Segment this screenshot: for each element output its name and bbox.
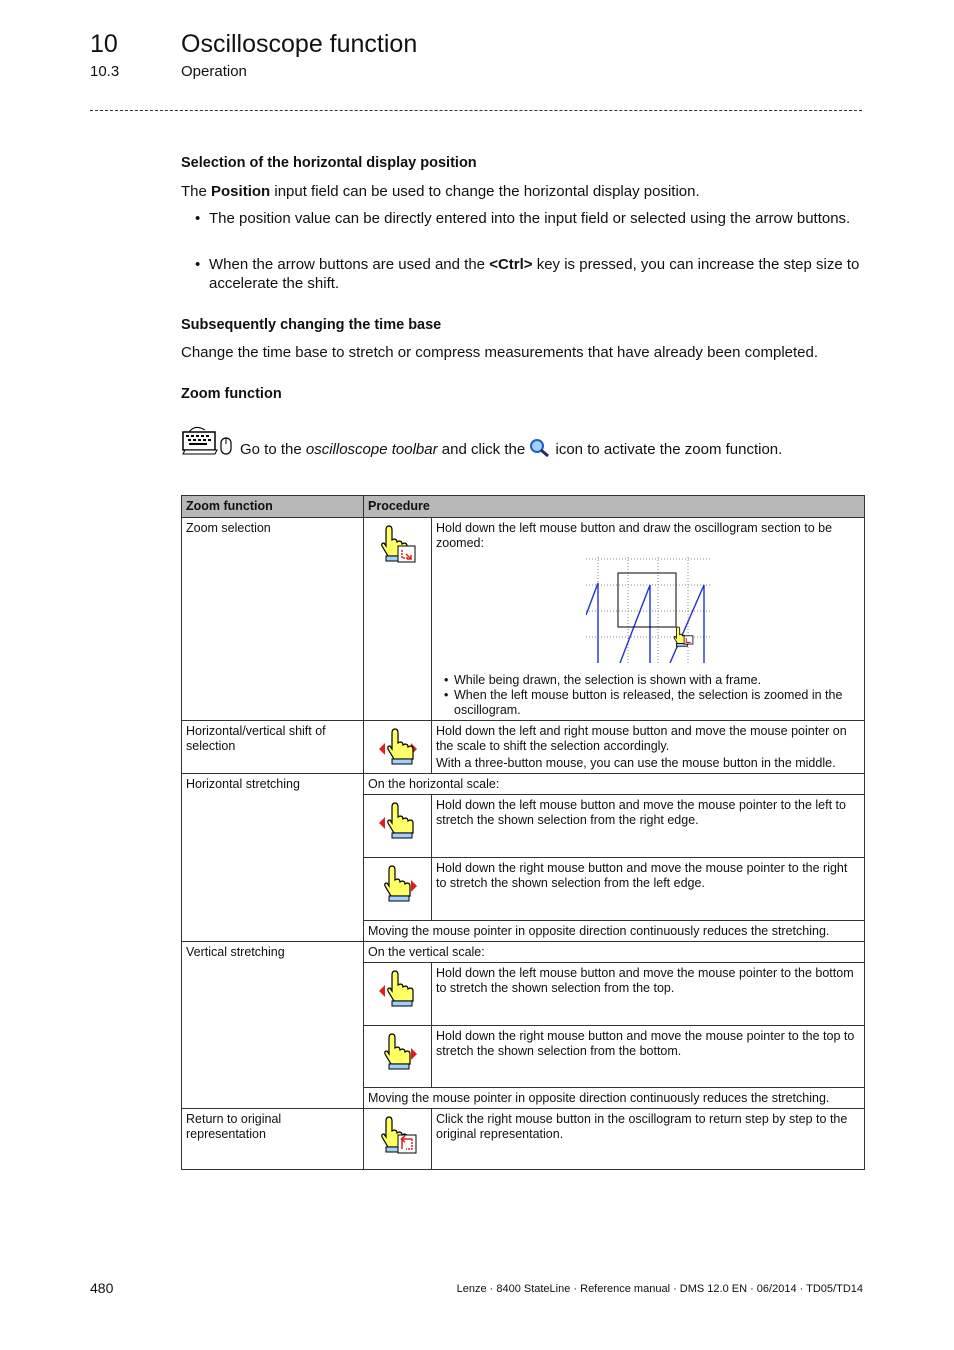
shift-cursor-icon xyxy=(364,721,432,774)
row-shift-procedure: Hold down the left and right mouse button and move the mouse pointer on the scale to shift the selection accordingly. With a three-button mouse, you can use the mouse button in the middle. xyxy=(432,721,865,774)
stretch-up-cursor-icon xyxy=(364,1026,432,1088)
horizontal-stretch-left-text: Hold down the left mouse button and move the mouse pointer to the left to stretch the shown selection from the right edge. xyxy=(432,795,865,858)
stretch-left-cursor-icon xyxy=(364,795,432,858)
table-row xyxy=(182,721,865,774)
zoom-function-table xyxy=(181,495,865,1170)
zoom-selection-cursor-icon xyxy=(364,518,432,721)
table-row xyxy=(182,942,865,963)
zoom-selection-oscillogram xyxy=(436,551,860,673)
list-item: • When the left mouse button is released, the selection is zoomed in the oscillogram. xyxy=(454,688,860,718)
keyboard-mouse-icon xyxy=(181,424,235,461)
vertical-stretch-note: Moving the mouse pointer in opposite direction continuously reduces the stretching. xyxy=(364,1088,865,1109)
heading-horizontal-position: Selection of the horizontal display position xyxy=(181,155,477,171)
chapter-number: 10 xyxy=(90,30,118,58)
row-return-procedure: Click the right mouse button in the oscillogram to return step by step to the original representation. xyxy=(432,1109,865,1170)
row-horizontal-stretch-name: Horizontal stretching xyxy=(182,774,364,942)
row-return-name: Return to original representation xyxy=(182,1109,364,1170)
horizontal-stretch-note: Moving the mouse pointer in opposite direction continuously reduces the stretching. xyxy=(364,921,865,942)
col-header-zoom-function: Zoom function xyxy=(182,496,364,518)
horizontal-stretch-right-text: Hold down the right mouse button and move the mouse pointer to the right to stretch the shown selection from the left edge. xyxy=(432,858,865,921)
zoom-instruction: Go to the oscilloscope toolbar and click the icon to activate the zoom function. xyxy=(240,438,920,462)
table-header-row xyxy=(182,496,865,518)
col-header-procedure: Procedure xyxy=(364,496,865,518)
row-vertical-stretch-name: Vertical stretching xyxy=(182,942,364,1109)
return-cursor-icon xyxy=(364,1109,432,1170)
table-row xyxy=(182,518,865,721)
footer-doc-info: Lenze · 8400 StateLine · Reference manual · DMS 12.0 EN · 06/2014 · TD05/TD14 xyxy=(456,1283,863,1295)
table-row xyxy=(182,774,865,795)
table-row xyxy=(182,1109,865,1170)
horizontal-scale-label: On the horizontal scale: xyxy=(364,774,865,795)
horizontal-position-bullet-1: • The position value can be directly entered into the input field or selected using the arrow buttons. xyxy=(195,209,874,228)
chapter-title: Oscilloscope function xyxy=(181,30,418,58)
horizontal-position-bullet-2: • When the arrow buttons are used and the <Ctrl> key is pressed, you can increase the step size to accelerate the shift. xyxy=(195,255,874,293)
heading-zoom: Zoom function xyxy=(181,386,282,402)
list-item: • While being drawn, the selection is shown with a frame. xyxy=(454,673,860,688)
time-base-text: Change the time base to stretch or compress measurements that have already been completed. xyxy=(181,344,819,361)
row-shift-name: Horizontal/vertical shift of selection xyxy=(182,721,364,774)
page-number: 480 xyxy=(90,1280,114,1296)
zoom-selection-bullets xyxy=(436,673,860,718)
magnifier-icon xyxy=(529,438,551,462)
vertical-scale-label: On the vertical scale: xyxy=(364,942,865,963)
heading-time-base: Subsequently changing the time base xyxy=(181,317,442,333)
stretch-down-cursor-icon xyxy=(364,963,432,1026)
header-divider xyxy=(90,110,862,111)
horizontal-position-intro: The Position input field can be used to change the horizontal display position. xyxy=(181,183,700,200)
section-number: 10.3 xyxy=(90,63,120,80)
row-zoom-selection-procedure: Hold down the left mouse button and draw the oscillogram section to be zoomed: • While being drawn, the selection is shown with a frame. • When the left mouse button is released, the selection is zoomed in the oscillogram. xyxy=(432,518,865,721)
vertical-stretch-up-text: Hold down the right mouse button and move the mouse pointer to the top to stretch the shown selection from the bottom. xyxy=(432,1026,865,1088)
section-title: Operation xyxy=(181,63,247,80)
row-zoom-selection-name: Zoom selection xyxy=(182,518,364,721)
stretch-right-cursor-icon xyxy=(364,858,432,921)
vertical-stretch-down-text: Hold down the left mouse button and move the mouse pointer to the bottom to stretch the shown selection from the top. xyxy=(432,963,865,1026)
